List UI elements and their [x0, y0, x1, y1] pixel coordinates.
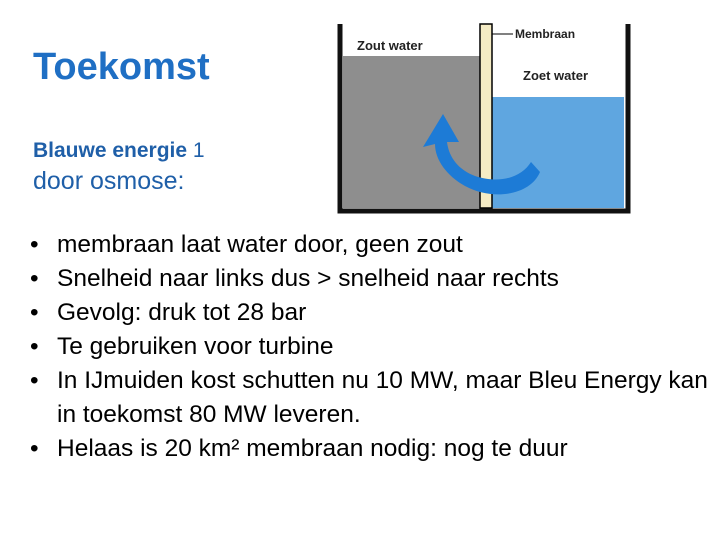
subtitle-line-1 [33, 138, 205, 164]
subtitle-bold-text: Blauwe energie [33, 139, 188, 162]
salt-water-region [343, 56, 480, 208]
subtitle-number: 1 [192, 139, 205, 162]
bullet-item: • In IJmuiden kost schutten nu 10 MW, maar Bleu Energy kan in toekomst 80 MW leveren. [30, 364, 710, 432]
bullet-item: • Snelheid naar links dus > snelheid naar rechts [30, 262, 710, 296]
subtitle-line-2: door osmose: [33, 167, 185, 196]
slide-title: Toekomst [33, 46, 210, 88]
bullet-item: • Helaas is 20 km² membraan nodig: nog te duur [30, 432, 710, 466]
slide-subtitle [33, 138, 205, 198]
label-salt-water: Zout water [357, 38, 423, 53]
label-membrane: Membraan [515, 27, 576, 41]
osmosis-diagram [335, 22, 633, 214]
label-fresh-water: Zoet water [523, 68, 589, 83]
bullet-item: • Te gebruiken voor turbine [30, 330, 710, 364]
bullet-item: • membraan laat water door, geen zout [30, 228, 710, 262]
bullet-item: • Gevolg: druk tot 28 bar [30, 296, 710, 330]
bullet-list [30, 228, 710, 466]
